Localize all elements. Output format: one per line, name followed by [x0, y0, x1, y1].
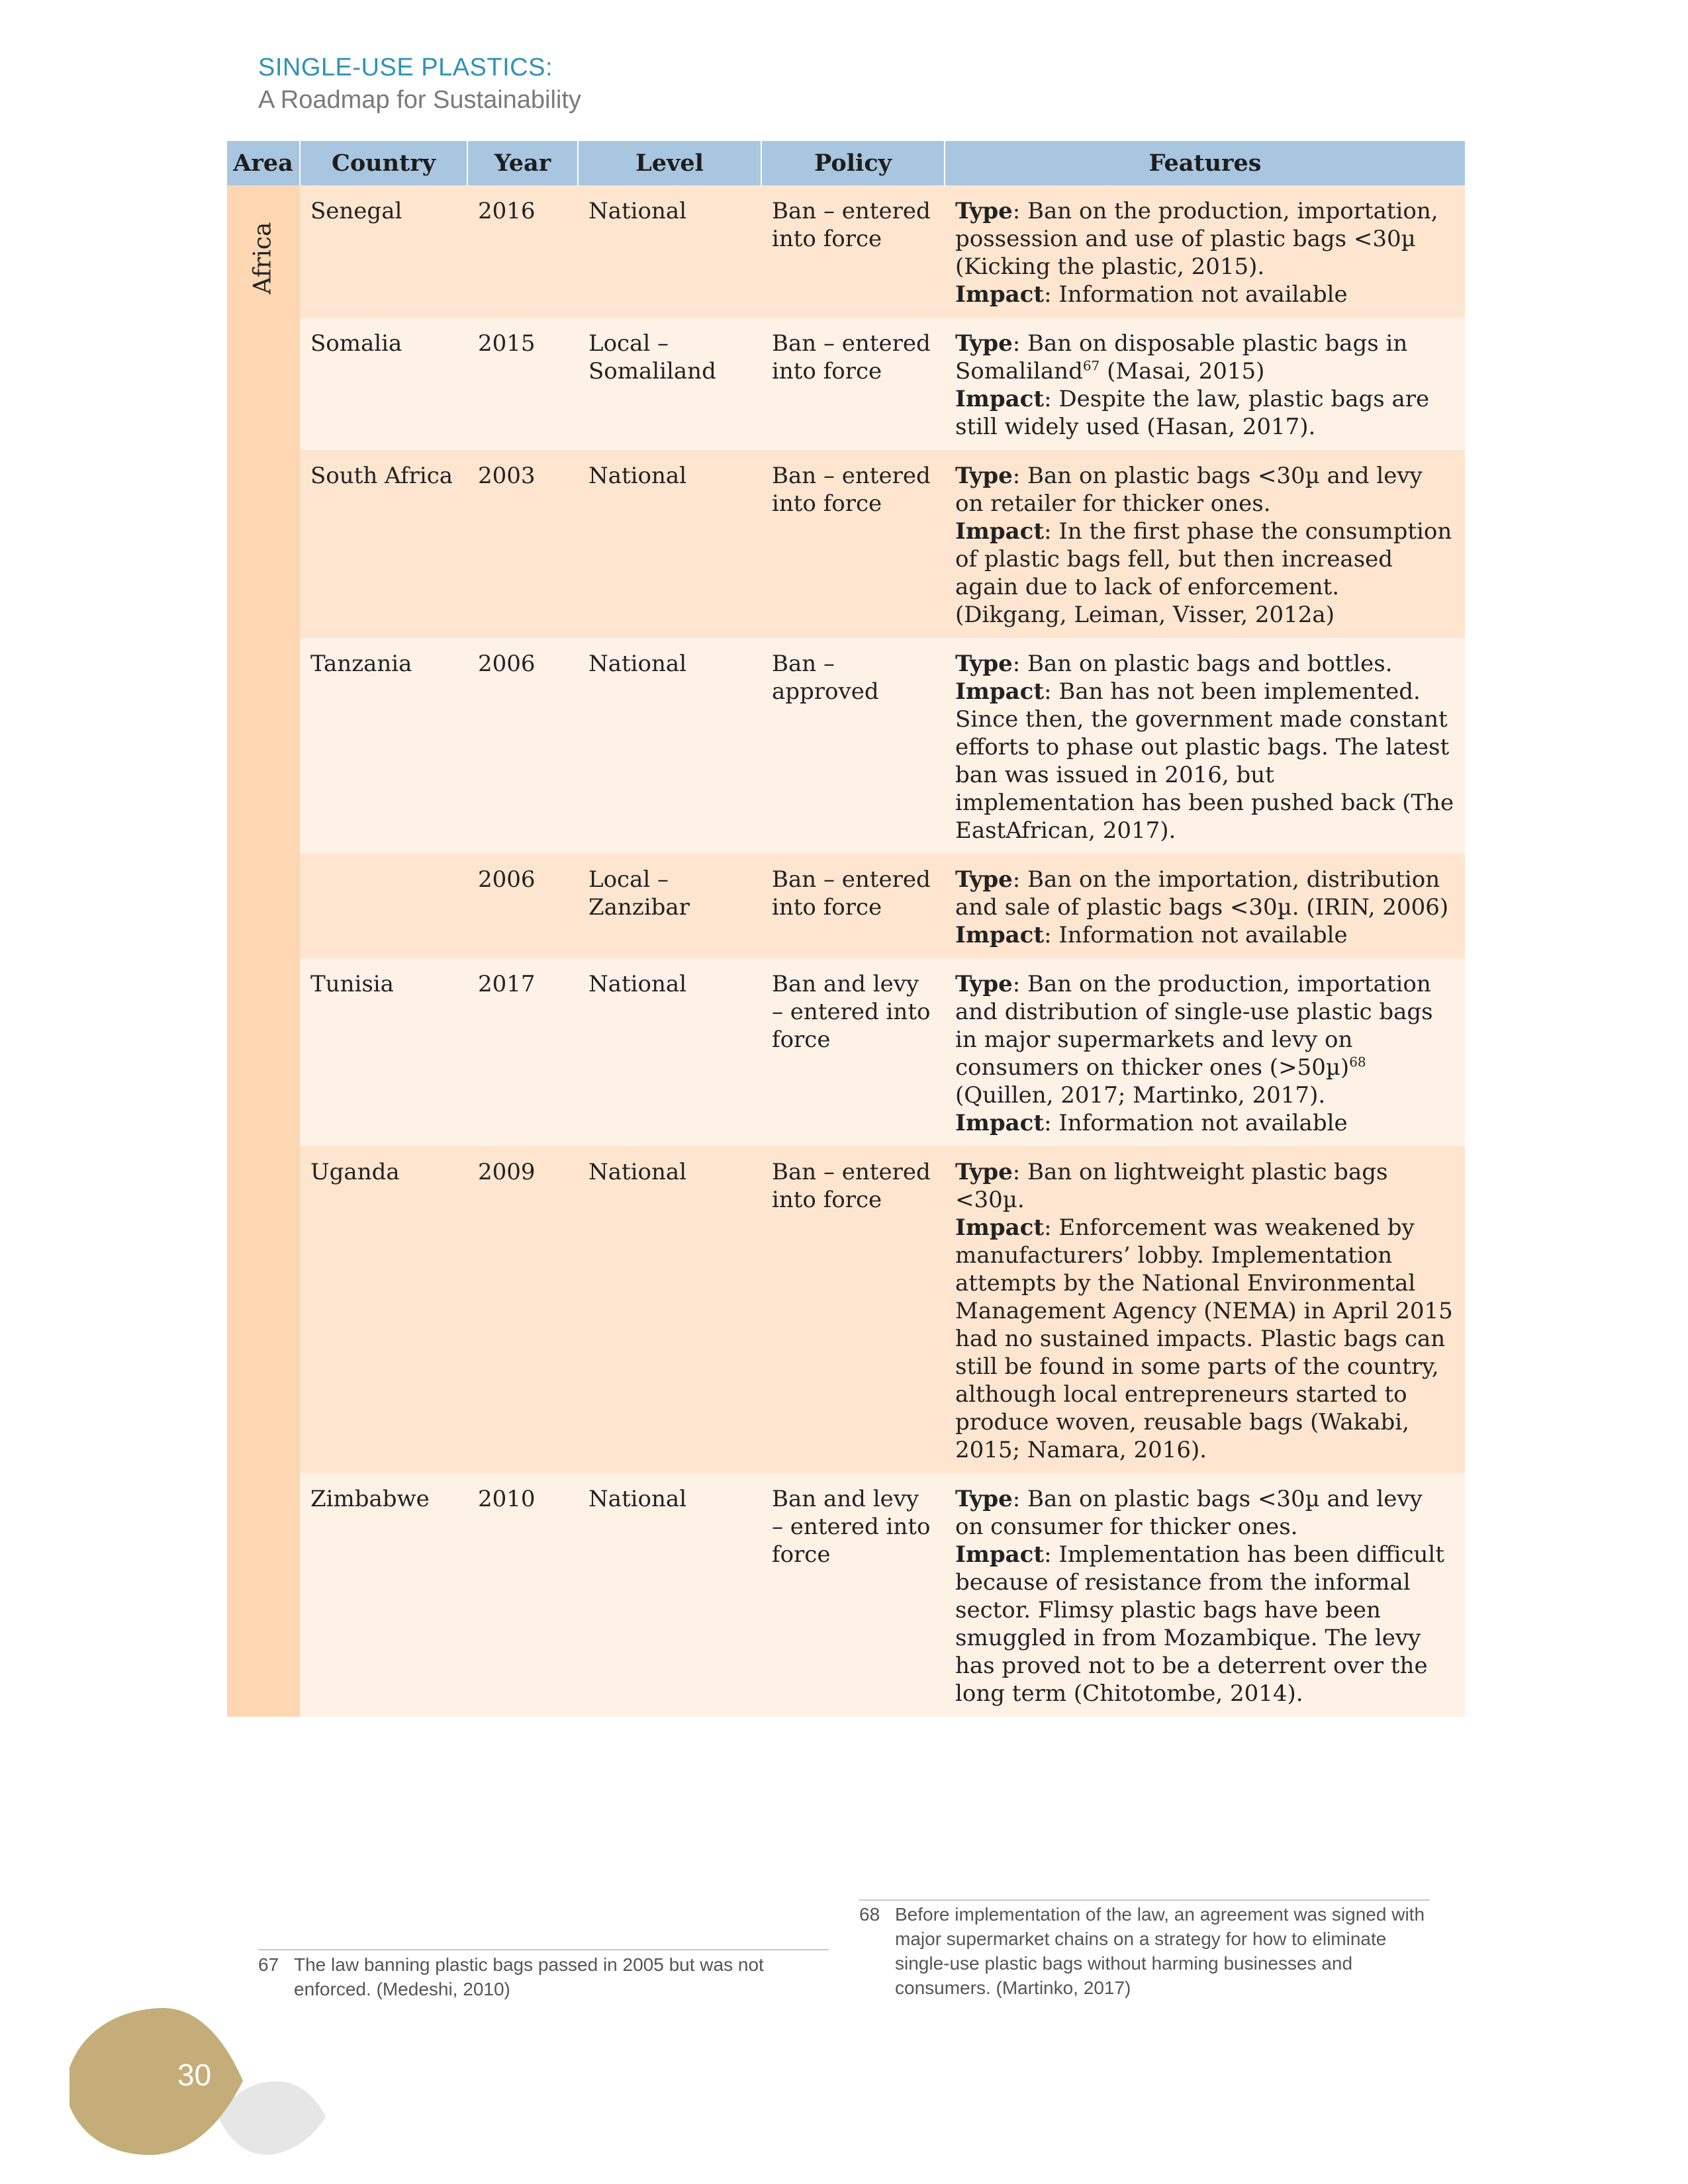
table-row: [227, 1473, 1465, 1717]
features-cell: [945, 1473, 1465, 1717]
table-row: [227, 958, 1465, 1146]
impact-label: Impact: [955, 922, 1045, 948]
policy-table: [227, 141, 1465, 1717]
country-cell: Somalia: [300, 318, 467, 450]
type-label: Type: [955, 971, 1013, 997]
policy-cell: Ban – approved: [761, 638, 945, 854]
footnote-67: [258, 1952, 829, 2001]
year-cell: 2015: [467, 318, 578, 450]
impact-text: : Information not available: [1044, 922, 1348, 948]
features-cell: [945, 318, 1465, 450]
impact-text: : Despite the law, plastic bags are still widely used (Hasan, 2017).: [955, 386, 1430, 440]
document-subtitle: A Roadmap for Sustainability: [258, 86, 581, 114]
header-policy: Policy: [761, 141, 945, 185]
type-text: : Ban on disposable plastic bags in Somaliland: [955, 330, 1408, 385]
country-cell: Uganda: [300, 1146, 467, 1473]
level-cell: National: [578, 1473, 761, 1717]
header-level: Level: [578, 141, 761, 185]
table-row: [227, 185, 1465, 318]
type-label: Type: [955, 651, 1013, 677]
type-label: Type: [955, 330, 1013, 357]
policy-cell: Ban – entered into force: [761, 1146, 945, 1473]
country-cell: Tunisia: [300, 958, 467, 1146]
impact-label: Impact: [955, 281, 1045, 308]
table-row: [227, 1146, 1465, 1473]
policy-cell: Ban – entered into force: [761, 450, 945, 638]
impact-label: Impact: [955, 678, 1045, 705]
area-label: Africa: [249, 222, 277, 295]
area-cell: [227, 185, 300, 1717]
type-text: : Ban on plastic bags <30µ and levy on consumer for thicker ones.: [955, 1486, 1423, 1540]
type-label: Type: [955, 198, 1013, 224]
table-row: [227, 854, 1465, 958]
type-text: : Ban on the production, importation, possession and use of plastic bags <30µ (Kicking the plastic, 2015).: [955, 198, 1438, 280]
policy-cell: Ban – entered into force: [761, 318, 945, 450]
policy-cell: Ban and levy – entered into force: [761, 958, 945, 1146]
year-cell: 2010: [467, 1473, 578, 1717]
page-header: [258, 52, 581, 116]
policy-cell: Ban – entered into force: [761, 185, 945, 318]
type-label: Type: [955, 866, 1013, 893]
header-features: Features: [945, 141, 1465, 185]
header-year: Year: [467, 141, 578, 185]
impact-label: Impact: [955, 386, 1045, 412]
footnote-number: 67: [258, 1954, 279, 1975]
header-area: Area: [227, 141, 300, 185]
impact-text: : Information not available: [1044, 281, 1348, 308]
type-text-cont: (Masai, 2015): [1100, 358, 1265, 385]
type-text: : Ban on plastic bags <30µ and levy on retailer for thicker ones.: [955, 463, 1423, 517]
country-cell: Tanzania: [300, 638, 467, 854]
level-cell: National: [578, 958, 761, 1146]
type-text: : Ban on plastic bags and bottles.: [1012, 651, 1393, 677]
impact-text: : Ban has not been implemented. Since then, the government made constant efforts to phase out plastic bags. The latest ban was issued in 2016, but implementation has been pushed back (The EastAfrican, 2017).: [955, 678, 1454, 844]
year-cell: 2017: [467, 958, 578, 1146]
footnote-divider: [859, 1899, 1430, 1901]
document-title: SINGLE-USE PLASTICS:: [258, 54, 553, 81]
decorative-leaf-gold: [70, 2007, 243, 2156]
country-cell: Senegal: [300, 185, 467, 318]
impact-text: : Implementation has been difficult because of resistance from the informal sector. Flimsy plastic bags have been smuggled in from Mozambique. The levy has proved not to be a deterrent over the long term (Chitotombe, 2014).: [955, 1541, 1444, 1707]
footnote-ref: 68: [1349, 1054, 1366, 1070]
features-cell: [945, 185, 1465, 318]
footnote-divider: [258, 1949, 829, 1950]
footnote-text: Before implementation of the law, an agreement was signed with major supermarket chains on a strategy for how to eliminate single-use plastic bags without harming businesses and consumers. (Martinko, 2017): [895, 1904, 1425, 1998]
footnote-68: [859, 1902, 1430, 2000]
level-cell: National: [578, 1146, 761, 1473]
type-text: : Ban on the importation, distribution and sale of plastic bags <30µ. (IRIN, 2006): [955, 866, 1449, 921]
impact-label: Impact: [955, 1214, 1045, 1241]
year-cell: 2009: [467, 1146, 578, 1473]
table-header-row: [227, 141, 1465, 185]
table-row: [227, 450, 1465, 638]
impact-text: : Enforcement was weakened by manufacturers’ lobby. Implementation attempts by the National Environmental Management Agency (NEMA) in April 2015 had no sustained impacts. Plastic bags can still be found in some parts of the country, although local entrepreneurs started to produce woven, reusable bags (Wakabi, 2015; Namara, 2016).: [955, 1214, 1453, 1463]
page-number: 30: [177, 2058, 212, 2092]
table-row: [227, 318, 1465, 450]
features-cell: [945, 958, 1465, 1146]
footnote-number: 68: [859, 1904, 880, 1925]
level-cell: Local – Zanzibar: [578, 854, 761, 958]
type-label: Type: [955, 463, 1013, 489]
level-cell: Local – Somaliland: [578, 318, 761, 450]
policy-cell: Ban and levy – entered into force: [761, 1473, 945, 1717]
impact-text: : In the first phase the consumption of plastic bags fell, but then increased again due to lack of enforcement. (Dikgang, Leiman, Visser, 2012a): [955, 518, 1452, 628]
year-cell: 2003: [467, 450, 578, 638]
header-country: Country: [300, 141, 467, 185]
footnote-text: The law banning plastic bags passed in 2005 but was not enforced. (Medeshi, 2010): [294, 1954, 764, 1999]
type-text: : Ban on lightweight plastic bags <30µ.: [955, 1159, 1388, 1213]
impact-label: Impact: [955, 1541, 1045, 1568]
year-cell: 2006: [467, 854, 578, 958]
features-cell: [945, 450, 1465, 638]
type-text-cont: (Quillen, 2017; Martinko, 2017).: [955, 1082, 1326, 1109]
country-cell: South Africa: [300, 450, 467, 638]
type-label: Type: [955, 1159, 1013, 1185]
year-cell: 2006: [467, 638, 578, 854]
table-row: [227, 638, 1465, 854]
impact-text: : Information not available: [1044, 1110, 1348, 1136]
footnote-ref: 67: [1082, 357, 1100, 374]
level-cell: National: [578, 450, 761, 638]
policy-cell: Ban – entered into force: [761, 854, 945, 958]
impact-label: Impact: [955, 1110, 1045, 1136]
impact-label: Impact: [955, 518, 1045, 545]
level-cell: National: [578, 638, 761, 854]
type-label: Type: [955, 1486, 1013, 1512]
country-cell: [300, 854, 467, 958]
year-cell: 2016: [467, 185, 578, 318]
level-cell: National: [578, 185, 761, 318]
country-cell: Zimbabwe: [300, 1473, 467, 1717]
features-cell: [945, 1146, 1465, 1473]
features-cell: [945, 638, 1465, 854]
features-cell: [945, 854, 1465, 958]
type-text: : Ban on the production, importation and distribution of single-use plastic bags in major supermarkets and levy on consumers on thicker ones (>50µ): [955, 971, 1433, 1081]
